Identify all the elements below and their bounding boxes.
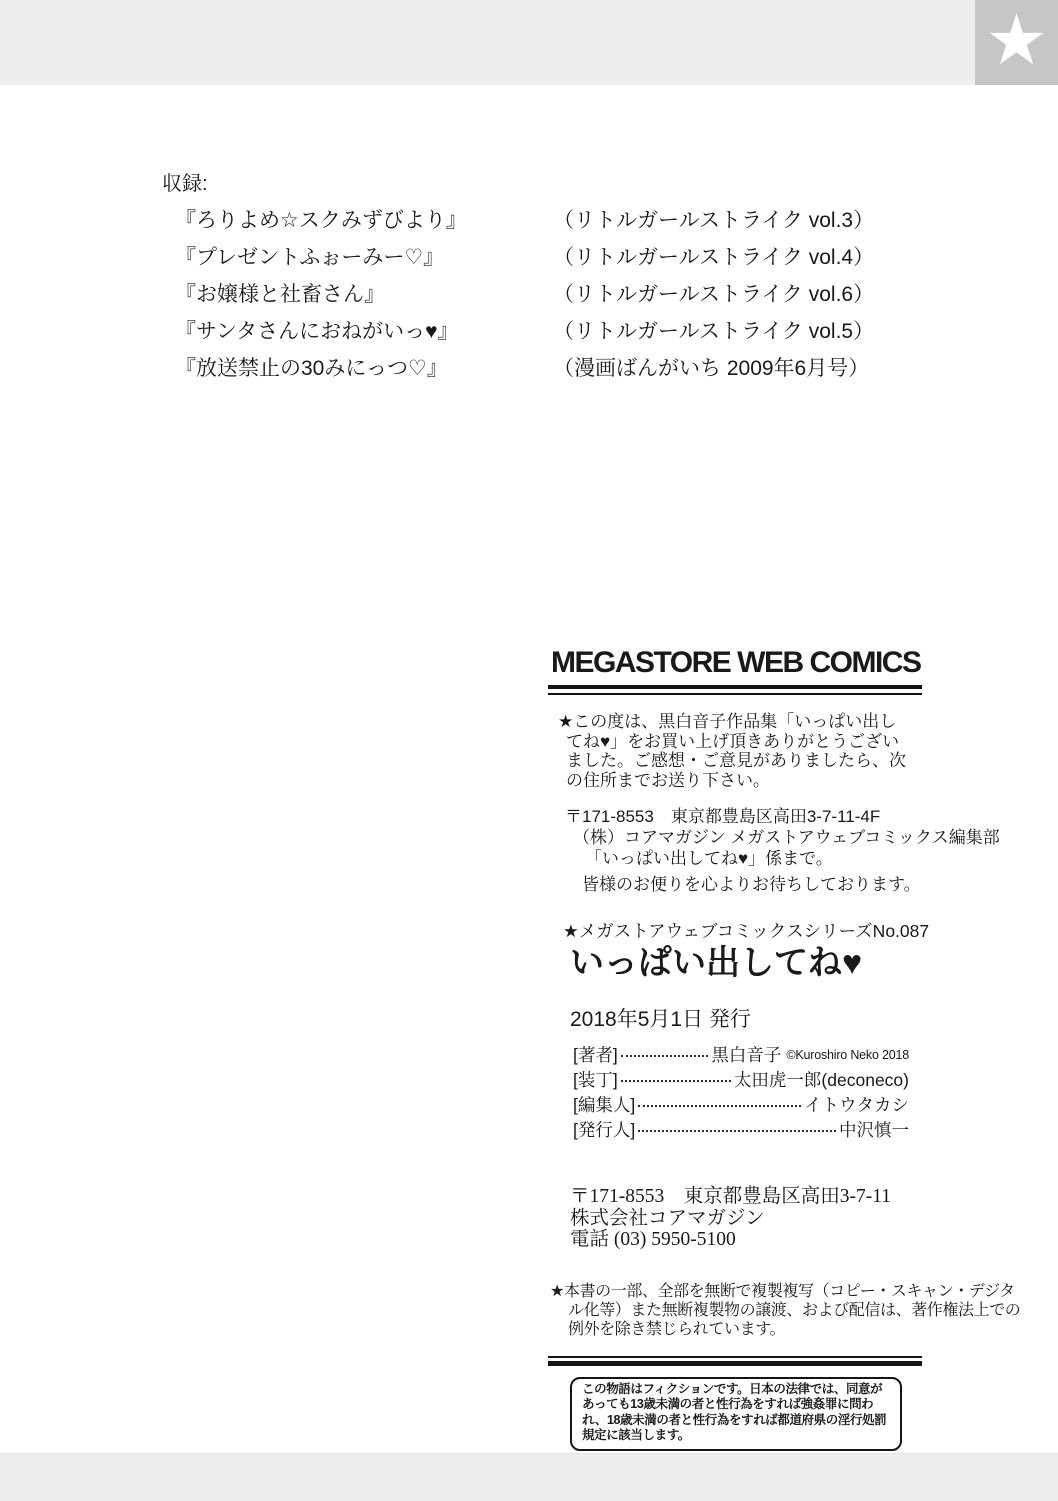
book-title: いっぱい出してね♥	[570, 944, 863, 982]
publication-date: 2018年5月1日 発行	[570, 1008, 751, 1031]
credit-name: 太田虎一郎(deconeco)	[733, 1070, 909, 1090]
star-icon: ★	[985, 0, 1048, 79]
credit-name: 黒白音子	[711, 1045, 782, 1065]
footer-rule	[548, 1356, 922, 1366]
credit-name: イトウタカシ	[804, 1095, 909, 1115]
credit-copyright-note: ©Kuroshiro Neko 2018	[786, 1047, 909, 1062]
credits-list	[573, 1042, 909, 1142]
credit-role: [発行人]	[573, 1120, 636, 1140]
editorial-attention-line: 「いっぱい出してね♥」係まで。	[585, 849, 833, 868]
credit-row	[573, 1067, 909, 1092]
series-number-line: ★メガストアウェブコミックスシリーズNo.087	[563, 921, 930, 941]
favorite-star-button[interactable]	[975, 0, 1058, 85]
copyright-notice: ★本書の一部、全部を無断で複製複写（コピー・スキャン・デジタル化等）また無断複製物の譲渡、および配信は、著作権法上での例外を除き禁じられています。	[550, 1282, 1021, 1338]
publisher-postal-line: 〒171-8553 東京都豊島区高田3-7-11	[570, 1186, 892, 1207]
work-source: （リトルガールストライク vol.4）	[553, 246, 875, 269]
legal-disclaimer-box	[570, 1377, 902, 1451]
included-works-heading: 収録:	[162, 173, 208, 195]
work-source: （リトルガールストライク vol.5）	[553, 320, 875, 343]
reader-top-band	[0, 0, 1058, 85]
work-row	[162, 320, 902, 343]
credit-row	[573, 1042, 909, 1067]
work-row	[162, 357, 902, 380]
reader-bottom-band	[0, 1453, 1058, 1501]
work-source: （リトルガールストライク vol.6）	[553, 283, 875, 306]
credit-row	[573, 1092, 909, 1117]
credit-role: [編集人]	[573, 1095, 636, 1115]
publisher-address	[545, 1186, 925, 1251]
included-works-section	[162, 172, 902, 394]
work-title: 『お嬢様と社畜さん』	[175, 283, 385, 306]
editorial-company-line: （株）コアマガジン メガストアウェブコミックス編集部	[573, 828, 1000, 847]
legal-disclaimer-text: この物語はフィクションです。日本の法律では、同意があっても13歳未満の者と性行為をすれば強姦罪に問われ、18歳未満の者と性行為をすれば都道府県の淫行処罰規定に該当します。	[582, 1381, 887, 1442]
work-title: 『ろりよめ☆スクみずびより』	[175, 209, 467, 232]
publisher-brand-logo: MEGASTORE WEB COMICS	[551, 646, 921, 679]
work-title: 『プレゼントふぉーみー♡』	[175, 246, 445, 269]
publisher-phone-line: 電話 (03) 5950-5100	[570, 1229, 736, 1250]
included-works-list	[162, 209, 902, 380]
work-title: 『サンタさんにおねがいっ♥』	[175, 320, 459, 343]
greeting-paragraph: ★この度は、黒白音子作品集「いっぱい出してね♥」をお買い上げ頂きありがとうございました。ご感想・ご意見がありましたら、次の住所までお送り下さい。	[558, 712, 906, 790]
work-row	[162, 246, 902, 269]
credit-row	[573, 1117, 909, 1142]
editorial-postal-line: 〒171-8553 東京都豊島区高田3-7-11-4F	[565, 807, 881, 826]
publisher-company-line: 株式会社コアマガジン	[570, 1207, 765, 1229]
credit-name: 中沢慎一	[839, 1120, 909, 1140]
credit-role: [装丁]	[573, 1070, 618, 1090]
editorial-address	[545, 806, 1000, 895]
brand-underline	[548, 685, 922, 695]
credit-role: [著者]	[573, 1045, 618, 1065]
work-title: 『放送禁止の30みにっつ♡』	[175, 357, 448, 380]
colophon-block	[545, 646, 1021, 1451]
editorial-closing-line: 皆様のお便りを心よりお待ちしております。	[582, 875, 921, 894]
work-source: （リトルガールストライク vol.3）	[553, 209, 875, 232]
work-row	[162, 209, 902, 232]
work-row	[162, 283, 902, 306]
work-source: （漫画ばんがいち 2009年6月号）	[553, 357, 870, 380]
